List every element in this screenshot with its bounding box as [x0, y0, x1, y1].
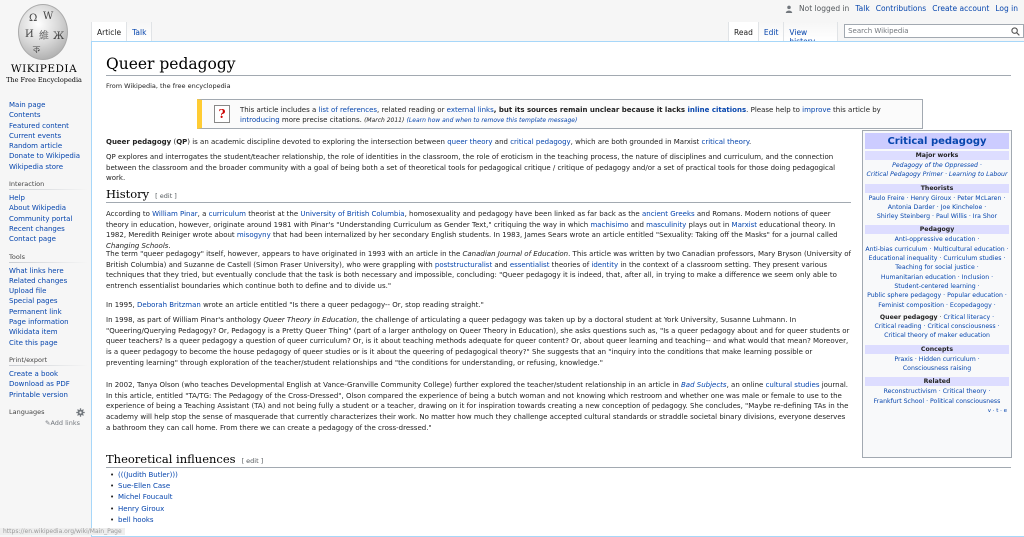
view-tabs — [728, 22, 1024, 41]
navbox-link-line[interactable]: Critical Pedagogy Primer · Learning to Labour — [866, 171, 1008, 179]
history-paragraph-1: According to William Pinar, a curriculum theorist at the University of British Columbia, homosexuality and pedagogy have been linked as far back as the ancient Greeks and Romans. Modern notions of queer theory in education, however, originate around 1981 with Pinar's "Understanding Curriculum as Gender Text," critiquing the way in which machisimo and masculinity plays out in Marxist educational theory. In 1982, Meredith Reiniger wrote about misogyny that had been internalized by her secondary English students. In 1983, James Sears wrote an article entitled "Sexuality: Taking off the Masks" for a journal called Changing Schools. — [106, 210, 838, 251]
sidebar-item-help[interactable]: Help — [9, 194, 25, 203]
navbox-link-line[interactable]: Praxis · Hidden curriculum · — [894, 355, 980, 363]
login-link[interactable]: Log in — [995, 4, 1018, 13]
cultural-studies-link[interactable]: cultural studies — [765, 381, 820, 389]
bad-subjects-link[interactable]: Bad Subjects — [681, 381, 727, 389]
tab-view-history[interactable]: View — [784, 22, 838, 41]
navbox-link-line[interactable]: Reconstructivism · Critical theory · — [883, 388, 991, 396]
sidebar-item-recent-changes[interactable]: Recent changes — [9, 224, 65, 233]
influences-edit-link[interactable]: [ edit ] — [241, 457, 264, 465]
page-title: Queer pedagogy — [106, 55, 1011, 76]
learn-remove-link[interactable]: (Learn how and when to remove this template message) — [406, 117, 578, 124]
navbox-group-heading: Related — [865, 377, 1009, 386]
navbox-group-list — [863, 354, 1011, 376]
not-logged-in: Not logged in — [799, 4, 850, 13]
navbox-title[interactable]: Critical pedagogy — [887, 136, 987, 147]
sidebar — [0, 100, 90, 435]
identity-link[interactable]: identity — [591, 260, 619, 269]
history-paragraph-2: The term "queer pedagogy" itself, however, appears to have originated in 1993 with an article in the Canadian Journal of Education. This article was written by two Canadian professors, Mary Bryson (University of British Columbia) and Suzanne de Castell (Simon Fraser University), who were grappling with poststructuralist and essentialist theories of identity in the context of a classroom setting. They present various techniques that they tried, but eventually conclude that the task is both necessary and impossible, concluding: "Queer pedagogy it is indeed, that, after all, in trying to make a difference we seem only able to entrench essentialist boundaries which continue both to define and to divide us." — [106, 250, 851, 291]
critical-pedagogy-navbox — [862, 130, 1012, 458]
essentialist-link[interactable]: essentialist — [509, 260, 550, 269]
tab-edit[interactable]: Edit — [759, 22, 785, 41]
marxist-link[interactable]: Marxist — [731, 220, 758, 229]
navbox-link-line[interactable]: Student-centered learning · — [894, 282, 980, 290]
talk-link[interactable]: Talk — [855, 4, 870, 13]
navbox-group-list — [863, 386, 1011, 408]
navbox-link-line[interactable]: Anti-oppressive education · — [894, 236, 980, 244]
navbox-group-list — [863, 234, 1011, 311]
create-account-link[interactable]: Create account — [932, 4, 990, 13]
navbox-link-line[interactable]: Consciousness raising — [902, 365, 972, 373]
article-content — [91, 41, 1024, 537]
introducing-link[interactable]: introducing — [240, 116, 280, 124]
list-item — [118, 470, 178, 481]
puzzle-globe-icon: Ω W И 維 Ж ক — [18, 4, 68, 60]
search-placeholder: Search Wikipedia — [848, 27, 909, 35]
sidebar-item-create-book[interactable]: Create a book — [9, 369, 59, 378]
navbox-link-line[interactable]: Paulo Freire · Henry Giroux · Peter McLaren · — [868, 194, 1006, 202]
sidebar-item-cite-page[interactable]: Cite this page — [9, 338, 58, 347]
external-links-link[interactable]: external links — [446, 106, 494, 114]
ancient-greeks-link[interactable]: ancient Greeks — [641, 210, 695, 218]
navbox-link-line[interactable]: Pedagogy of the Oppressed · — [892, 162, 982, 169]
history-edit-link[interactable]: [ edit ] — [155, 192, 177, 200]
navbox-link-line[interactable]: Teaching for social justice · — [895, 264, 979, 272]
bell-hooks-link[interactable]: bell hooks — [118, 515, 154, 524]
tools-portal — [0, 253, 90, 348]
sidebar-item-store[interactable]: Wikipedia store — [9, 162, 64, 171]
sidebar-item-current-events[interactable]: Current events — [9, 131, 62, 140]
sidebar-item-donate[interactable]: Donate to Wikipedia — [9, 152, 81, 161]
influences-list — [118, 470, 178, 526]
navbox-link-line[interactable]: Critical reading · Critical consciousness · — [874, 323, 1000, 331]
logo-wordmark: WIKIPEDIA — [10, 63, 78, 75]
navbox-link-line[interactable]: Feminist composition · Ecopedagogy · — [878, 301, 996, 309]
sidebar-item-what-links-here[interactable]: What links here — [9, 266, 64, 275]
question-book-icon: ? — [214, 105, 230, 123]
user-icon — [785, 5, 793, 13]
sidebar-item-permanent-link[interactable]: Permanent link — [9, 307, 62, 316]
influences-heading: Theoretical influences [ edit ] — [106, 452, 1011, 468]
queer-theory-link[interactable]: queer theory — [447, 138, 493, 146]
intro-paragraph: Queer pedagogy (QP) is an academic discipline devoted to exploring the intersection between queer theory and critical pedagogy, which are both grounded in Marxist critical theory. — [106, 138, 752, 146]
navbox-group-list — [863, 193, 1011, 224]
list-item — [118, 515, 178, 526]
history-paragraph-5: In 2002, Tanya Olson (who teaches Developmental English at Vance-Granville Community College) further explored the teacher/student relationship in an article in Bad Subjects, an online cultural studies journal. In this article, entitled "TA/TG: The Pedagogy of the Cross-Dressed", Olson compared the experience of being a butch woman and not knowing which restroom and whether one was male or female to use to the experience of being a Teaching Assistant (TA) and not being fully a student or a teacher, drawing on it for inspiration towards creating a new conception of pedagogy. She concludes, "Maybe re-defining TAs in the academy will help stop the sense of masquerade that currently characterizes their work. No matter how much they challenge accepted cultural standards or straddle societal binary divisions, everyone deserves a bathroom they can call home. From there we can create a pedagogy of the cross-dressed." — [106, 381, 849, 432]
sidebar-item-wikidata-item[interactable]: Wikidata item — [9, 328, 58, 337]
search-input[interactable] — [844, 24, 1024, 38]
henry-giroux-link[interactable]: Henry Giroux — [118, 504, 165, 513]
navbox-link-line[interactable]: Antonia Darder · Joe Kincheloe · — [887, 203, 987, 211]
gear-icon[interactable] — [76, 408, 85, 417]
sidebar-item-page-information[interactable]: Page information — [9, 318, 69, 327]
navbox-link-line[interactable]: Anti-bias curriculum · Multicultural education · — [865, 245, 1009, 253]
list-of-references-link[interactable]: list of references — [318, 106, 378, 114]
navbox-link-line[interactable]: Public sphere pedagogy · Popular education · — [867, 292, 1007, 300]
critical-theory-link[interactable]: critical theory — [701, 138, 749, 146]
deborah-britzman-link[interactable]: Deborah Britzman — [137, 301, 201, 309]
interaction-heading: Interaction — [9, 180, 87, 190]
search-icon[interactable] — [1011, 27, 1020, 36]
intro-paragraph-2: QP explores and interrogates the student/teacher relationship, the role of identities in the classroom, the role of eroticism in the teaching process, the nature of disciplines and curriculum, and the connection between the classroom and the broader community with a goal of being both a set of theoretical tools for pedagogical critique / critique of pedagogy and/or a set of practical tools for those doing pedagogical work. — [106, 153, 836, 183]
improve-link[interactable]: improve — [802, 106, 831, 114]
inline-citations-link[interactable]: inline citations — [687, 106, 747, 114]
languages-portal — [0, 408, 90, 427]
navigation-portal — [0, 100, 90, 172]
navbox-vte[interactable]: v · t · e — [987, 407, 1007, 414]
site-subtitle: From Wikipedia, the free encyclopedia — [106, 82, 231, 90]
history-paragraph-4: In 1998, as part of William Pinar's anthology Queer Theory in Education, the challenge of articulating a queer pedagogy was taken up by a doctoral student at York University, Susanne Luhmann. In "Queering/Querying Pedagogy? Or, Pedagogy is a Pretty Queer Thing" (part of a larger anthology on Queer Theory in Education), she asks questions such as, "Is a queer pedagogy about and for queer students or queer teachers? Is a queer pedagogy a question of queer curriculum? Or, is it about teaching methods adequate for queer content? Or, about queer learning and teaching-- and what would that mean? Moreover, is a queer pedagogy to become the house pedagogy of queer studies or is it about the queering of pedagogical theory?" She suggests that an "inquiry into the conditions that make learning possible or preventing learning" through exploration of the teacher/student relationships and "the conditions for understanding, or refusing, knowledge." — [106, 316, 850, 367]
sue-ellen-case-link[interactable]: Sue-Ellen Case — [118, 482, 171, 491]
sidebar-item-random-article[interactable]: Random article — [9, 142, 63, 151]
sidebar-item-upload-file[interactable]: Upload file — [9, 287, 47, 296]
interaction-portal — [0, 180, 90, 244]
navbox-link-line[interactable]: Critical literacy · — [943, 313, 995, 321]
misogyny-link[interactable]: misogyny — [236, 231, 271, 240]
sidebar-item-main-page[interactable]: Main page — [9, 101, 46, 109]
personal-toolbar — [785, 4, 1018, 13]
sidebar-item-featured-content[interactable]: Featured content — [9, 121, 69, 130]
list-item — [118, 492, 178, 503]
william-pinar-link[interactable]: William Pinar — [152, 210, 198, 218]
navbox-group-heading: Major works — [865, 151, 1009, 160]
sidebar-item-about[interactable]: About Wikipedia — [9, 204, 67, 213]
wikipedia-logo[interactable] — [0, 0, 88, 96]
navbox-group-heading: Queer pedagogy — [879, 313, 938, 321]
sidebar-item-related-changes[interactable]: Related changes — [9, 276, 68, 285]
history-heading: History [ edit ] — [106, 187, 851, 203]
navbox-group-heading: Pedagogy — [865, 225, 1009, 234]
print-portal — [0, 356, 90, 400]
status-bar-url: https://en.wikipedia.org/wiki/Main_Page — [0, 528, 125, 535]
navbox-group-heading: Concepts — [865, 345, 1009, 354]
tab-read[interactable]: Read — [728, 22, 759, 41]
citation-notice: ? This article includes a list of references, related reading or external links, but its sources remain unclear because it lacks inline citations. Please help to improve this article by introducing more precise citations. (March 2011) (Learn how and when to remove this template message) — [197, 99, 923, 129]
sidebar-item-community-portal[interactable]: Community portal — [9, 214, 73, 223]
machisimo-link[interactable]: machisimo — [590, 220, 629, 229]
curriculum-link[interactable]: curriculum — [208, 210, 246, 218]
critical-pedagogy-link[interactable]: critical pedagogy — [510, 138, 571, 146]
namespace-tabs — [91, 22, 152, 41]
list-item — [118, 481, 178, 492]
tools-heading: Tools — [9, 253, 87, 263]
navbox-link-line[interactable]: Critical theory of maker education — [884, 332, 990, 340]
navbox-group-heading: Theorists — [865, 184, 1009, 193]
navbox-groups — [863, 151, 1011, 408]
masculinity-link[interactable]: masculinity — [646, 220, 687, 229]
navbox-link-line[interactable]: Humanitarian education · Inclusion · — [880, 273, 994, 281]
sidebar-item-download-pdf[interactable]: Download as PDF — [9, 380, 70, 389]
logo-tagline: The Free Encyclopedia — [6, 76, 82, 84]
sidebar-item-contents[interactable]: Contents — [9, 111, 41, 120]
michel-foucault-link[interactable]: Michel Foucault — [118, 493, 173, 502]
navbox-link-line[interactable]: Shirley Steinberg · Paul Willis · Ira Shor — [876, 213, 998, 221]
add-links-button[interactable]: ✎Add links — [45, 418, 80, 427]
navbox-group-list: Queer pedagogy · Critical literacy · Critical reading · Critical consciousness · Critical theory of maker education — [874, 313, 1000, 340]
tab-talk[interactable]: Talk — [127, 22, 152, 41]
navbox-link-line[interactable]: Frankfurt School · Political consciousness — [873, 397, 1001, 405]
navbox-link-line[interactable]: Educational inequality · Curriculum studies · — [868, 255, 1006, 263]
contributions-link[interactable]: Contributions — [875, 4, 927, 13]
history-paragraph-3: In 1995, Deborah Britzman wrote an article entitled "Is there a queer pedagogy-- Or, stop reading straight." — [106, 301, 484, 309]
ubc-link[interactable]: University of British Columbia — [300, 210, 405, 218]
navbox-group-list — [863, 160, 1011, 182]
poststructuralist-link[interactable]: poststructuralist — [434, 260, 493, 269]
print-heading: Print/export — [9, 356, 87, 366]
sidebar-item-contact[interactable]: Contact page — [9, 235, 56, 244]
sidebar-item-printable-version[interactable]: Printable version — [9, 390, 68, 399]
languages-heading: Languages — [9, 407, 45, 416]
tab-article[interactable]: Article — [91, 22, 127, 41]
judith-butler-link[interactable]: (((Judith Butler))) — [118, 471, 178, 479]
list-item — [118, 504, 178, 515]
sidebar-item-special-pages[interactable]: Special pages — [9, 297, 58, 306]
